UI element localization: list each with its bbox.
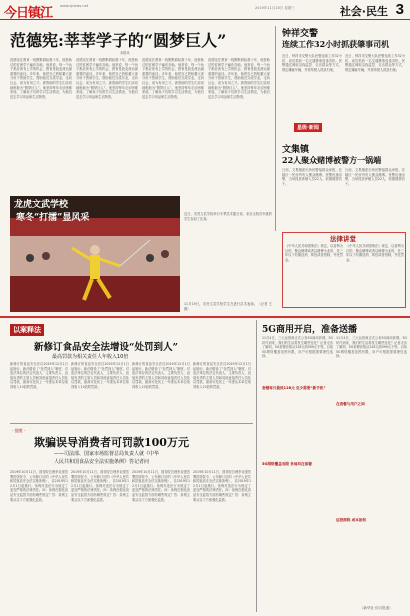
column-banner: 星级·新闻 xyxy=(294,123,322,132)
food-headline: 新修订食品安全法增设“处罚到人” xyxy=(34,342,178,353)
photo-caption: 11月19日，龙虎文武学校学生在进行武术表演。（记者 王 摄） xyxy=(184,302,272,311)
lead-body-col3: 范德宪在教育一线默默耕耘数十年，他资助过的贫困学子遍布各地。他常说，每一个孩子都应该有上学的机会，教育是改变命运最重要的途径。多年来，他把自己的积蓄大部分用于资助学生，帮助他们完成学业，走向社会，成为有用之才。被资助的学生们亲切地称他为“圆梦巨人”。他坚持每年走访困难家庭，了解孩子们的学习生活情况，为他们送去学习用品和生活物资。 xyxy=(142,58,204,99)
fraud-label: · 提醒 · xyxy=(12,428,26,433)
photo-title-line2: 寒冬“打擂”显风采 xyxy=(16,213,90,223)
lead-byline: 本报讯 xyxy=(120,51,130,55)
legal-box-body-col2: 《中华人民共和国刑法》规定，以营利为目的，聚众赌博或者以赌博为业的，处三年以下有期徒刑、拘役或者管制，并处罚金。 xyxy=(346,244,404,262)
food-subhead: 最高罚款为相关责任人年收入10倍 xyxy=(52,354,129,360)
photo-title-line1: 龙虎文武学校 xyxy=(14,200,69,210)
fraud-body-col4: 2019年10月11日，国务院总理李克强签署国务院令，公布修订后的《中华人民共和国食品安全法实施条例》，自2019年12月1日起施行。条例对违法行为规定了更加严格的法律责任。问：条例在强化食品安全监管方面有哪些规定？答：条例主要从以下方面强化监管。 xyxy=(193,470,251,502)
photo-story-body: 近日，龙虎文武学校举行冬季武术擂台赛，来自全校各年级的学生参加了比赛。 xyxy=(184,212,272,221)
fraud-subhead-line1: ——司法部、国家市场监督总局负责人就《中华 xyxy=(54,451,160,457)
lead-body-col1: 范德宪在教育一线默默耕耘数十年，他资助过的贫困学子遍布各地。他常说，每一个孩子都应该有上学的机会，教育是改变命运最重要的途径。多年来，他把自己的积蓄大部分用于资助学生，帮助他们完成学业，走向社会，成为有用之才。被资助的学生们亲切地称他为“圆梦巨人”。他坚持每年走访困难家庭，了解孩子们的学习生活情况，为他们送去学习用品和生活物资。 xyxy=(10,58,72,99)
right-body1-col2: 近日，钟祥市交警大队民警连续工作32小时，成功抓获一名交通肇事逃逸司机。民警通过调取沿线监控、走访群众等方式，锁定嫌疑车辆，并将驾驶人抓获归案。 xyxy=(345,54,405,72)
right-head2: 文集镇 xyxy=(282,145,310,155)
fraud-body-col1: 2019年10月11日，国务院总理李克强签署国务院令，公布修订后的《中华人民共和国食品安全法实施条例》，自2019年12月1日起施行。条例对违法行为规定了更加严格的法律责任。问：条例在强化食品安全监管方面有哪些规定？答：条例主要从以下方面强化监管。 xyxy=(10,470,68,502)
5g-box2: 5G网络覆盖有限 各地均在部署 xyxy=(262,462,333,467)
legal-box-body-col1: 《中华人民共和国刑法》规定，以营利为目的，聚众赌博或者以赌博为业的，处三年以下有期徒刑、拘役或者管制，并处罚金。 xyxy=(285,244,343,262)
food-body-col2: 新修订的食品安全法自2019年12月1日起施行。新法增设了“处罚到人”制度，对违法单位的法定代表人、主要负责人、直接负责的主管人员和其他直接责任人员处以罚款，最高可处其上一年度从本单位取得收入10倍的罚款。 xyxy=(71,362,129,389)
lead-headline: 范德宪:莘莘学子的“圆梦巨人” xyxy=(10,31,227,50)
issue-date: 2019年11月20日 星期三 xyxy=(255,6,295,10)
page-number: 3 xyxy=(395,1,404,18)
section-title: 社会·民生 xyxy=(339,5,388,18)
right-head1-sub: 连续工作32小时抓获肇事司机 xyxy=(282,39,390,49)
food-body-col3: 新修订的食品安全法自2019年12月1日起施行。新法增设了“处罚到人”制度，对违法单位的法定代表人、主要负责人、直接负责的主管人员和其他直接责任人员处以罚款，最高可处其上一年度从本单位取得收入10倍的罚款。 xyxy=(132,362,190,389)
right-head1: 钟祥交警 xyxy=(282,29,319,39)
right-body1-col1: 近日，钟祥市交警大队民警连续工作32小时，成功抓获一名交通肇事逃逸司机。民警通过调取沿线监控、走访群众等方式，锁定嫌疑车辆，并将驾驶人抓获归案。 xyxy=(282,54,342,72)
section-divider xyxy=(0,316,410,318)
food-divider xyxy=(10,423,253,424)
right-body2-col1: 日前，文集镇派出所民警接群众举报，在辖区一民房内有人聚众赌博。民警迅速出警，当场抓获涉赌人员22人，收缴赌资若干。 xyxy=(282,168,342,186)
5g-box1: 套餐每月最低128元 至少需要“新手机” xyxy=(262,386,333,391)
right-head2-sub: 22人聚众赌博被警方一锅端 xyxy=(282,155,382,165)
5g-box4: 运营商称 成本如何 xyxy=(336,518,407,523)
5g-body-col1: 11月4日，三大运营商正式公布5G商用套餐。5G时代到来，我们的生活将发生哪些变化？记者走访了解到，5G套餐价格从128元到599元不等。目前5G网络覆盖范围有限，用户可根据需要理性选择。 xyxy=(262,336,333,359)
bottom-divider xyxy=(256,320,257,612)
lead-body-col4: 范德宪在教育一线默默耕耘数十年，他资助过的贫困学子遍布各地。他常说，每一个孩子都应该有上学的机会，教育是改变命运最重要的途径。多年来，他把自己的积蓄大部分用于资助学生，帮助他们完成学业，走向社会，成为有用之才。被资助的学生们亲切地称他为“圆梦巨人”。他坚持每年走访困难家庭，了解孩子们的学习生活情况，为他们送去学习用品和生活物资。 xyxy=(208,58,270,99)
right-body2-col2: 日前，文集镇派出所民警接群众举报，在辖区一民房内有人聚众赌博。民警迅速出警，当场抓获涉赌人员22人，收缴赌资若干。 xyxy=(345,168,405,186)
newspaper-logo: 今日镇江 xyxy=(4,6,53,21)
site-url[interactable]: www.zjnews.net xyxy=(60,4,89,8)
column-divider xyxy=(275,26,276,231)
fraud-subhead-line2: 人民共和国食品安全法实施条例》答记者问 xyxy=(54,459,150,465)
food-body-col4: 新修订的食品安全法自2019年12月1日起施行。新法增设了“处罚到人”制度，对违法单位的法定代表人、主要负责人、直接负责的主管人员和其他直接责任人员处以罚款，最高可处其上一年度从本单位取得收入10倍的罚款。 xyxy=(193,362,251,389)
food-body-col1: 新修订的食品安全法自2019年12月1日起施行。新法增设了“处罚到人”制度，对违法单位的法定代表人、主要负责人、直接负责的主管人员和其他直接责任人员处以罚款，最高可处其上一年度从本单位取得收入10倍的罚款。 xyxy=(10,362,68,389)
5g-signature: （新华社 综合报道） xyxy=(360,606,393,610)
lead-body-col2: 范德宪在教育一线默默耕耘数十年，他资助过的贫困学子遍布各地。他常说，每一个孩子都应该有上学的机会，教育是改变命运最重要的途径。多年来，他把自己的积蓄大部分用于资助学生，帮助他们完成学业，走向社会，成为有用之才。被资助的学生们亲切地称他为“圆梦巨人”。他坚持每年走访困难家庭，了解孩子们的学习生活情况，为他们送去学习用品和生活物资。 xyxy=(76,58,138,99)
5g-headline: 5G商用开启，准备送播 xyxy=(262,325,357,335)
case-law-tag: 以案释法 xyxy=(10,324,44,336)
fraud-body-col3: 2019年10月11日，国务院总理李克强签署国务院令，公布修订后的《中华人民共和国食品安全法实施条例》，自2019年12月1日起施行。条例对违法行为规定了更加严格的法律责任。问：条例在强化食品安全监管方面有哪些规定？答：条例主要从以下方面强化监管。 xyxy=(132,470,190,502)
fraud-headline: 欺骗误导消费者可罚款100万元 xyxy=(34,436,189,449)
5g-box3: 在套餐与用户之间 xyxy=(336,402,407,407)
5g-body-col2: 11月4日，三大运营商正式公布5G商用套餐。5G时代到来，我们的生活将发生哪些变化？记者走访了解到，5G套餐价格从128元到599元不等。目前5G网络覆盖范围有限，用户可根据需要理性选择。 xyxy=(336,336,407,359)
legal-box-title: 法律讲堂 xyxy=(330,235,356,243)
fraud-body-col2: 2019年10月11日，国务院总理李克强签署国务院令，公布修订后的《中华人民共和国食品安全法实施条例》，自2019年12月1日起施行。条例对违法行为规定了更加严格的法律责任。问：条例在强化食品安全监管方面有哪些规定？答：条例主要从以下方面强化监管。 xyxy=(71,470,129,502)
